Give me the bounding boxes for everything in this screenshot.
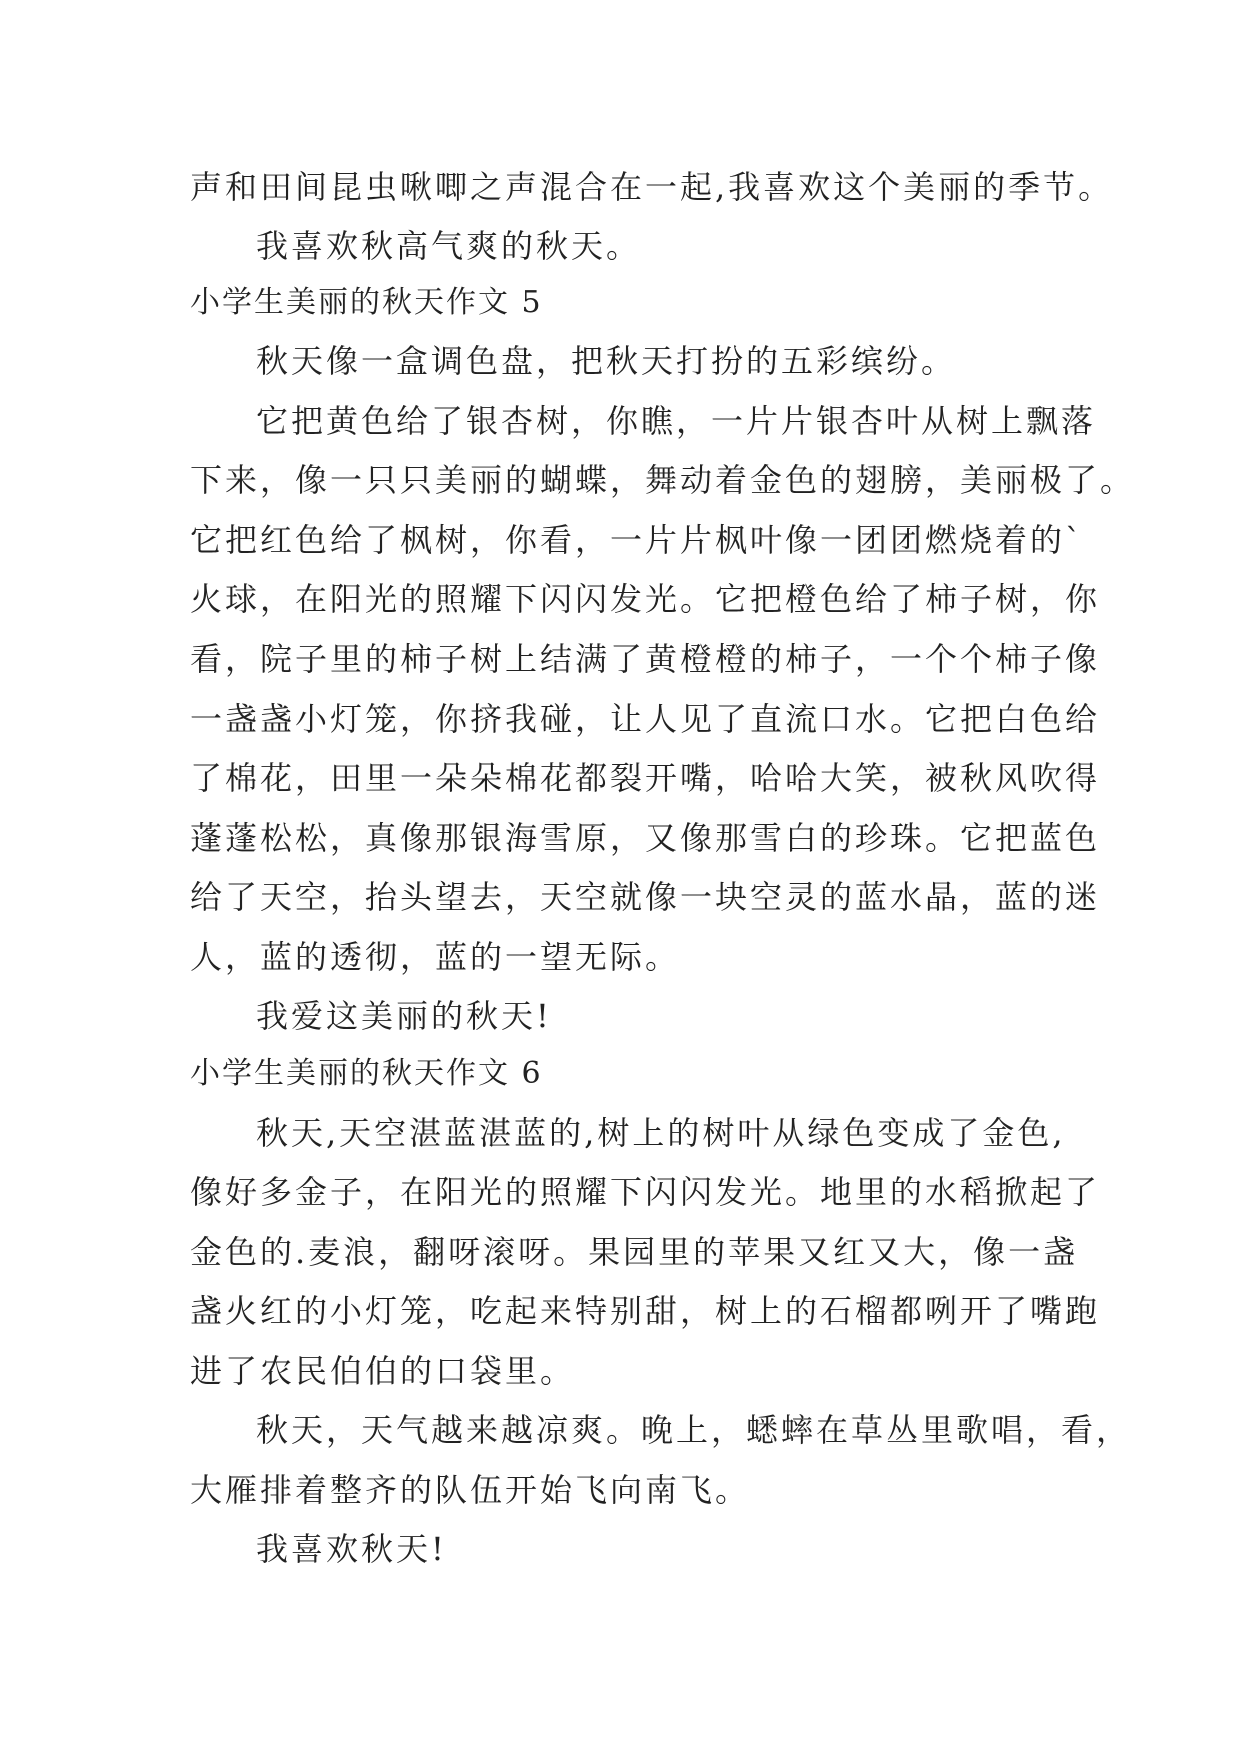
text-line: 给了天空，抬头望去，天空就像一块空灵的蓝水晶，蓝的迷 <box>190 878 1101 916</box>
section-heading: 小学生美丽的秋天作文 6 <box>190 1056 543 1091</box>
text-line: 看，院子里的柿子树上结满了黄橙橙的柿子，一个个柿子像 <box>190 640 1101 678</box>
text-line: 金色的.麦浪，翻呀滚呀。果园里的苹果又红又大，像一盏 <box>190 1233 1079 1271</box>
text-line: 像好多金子，在阳光的照耀下闪闪发光。地里的水稻掀起了 <box>190 1173 1101 1211</box>
text-line: 下来，像一只只美丽的蝴蝶，舞动着金色的翅膀，美丽极了。 <box>190 461 1136 499</box>
text-line: 蓬蓬松松，真像那银海雪原，又像那雪白的珍珠。它把蓝色 <box>190 819 1101 857</box>
text-line: 我喜欢秋高气爽的秋天。 <box>256 227 642 265</box>
text-line: 我喜欢秋天! <box>256 1530 447 1568</box>
text-line: 它把黄色给了银杏树，你瞧，一片片银杏叶从树上飘落 <box>256 402 1097 440</box>
text-line: 一盏盏小灯笼，你挤我碰，让人见了直流口水。它把白色给 <box>190 700 1101 738</box>
text-line: 秋天，天气越来越凉爽。晚上，蟋蟀在草丛里歌唱，看， <box>256 1411 1132 1449</box>
text-line: 火球，在阳光的照耀下闪闪发光。它把橙色给了柿子树，你 <box>190 580 1101 618</box>
text-line: 声和田间昆虫啾唧之声混合在一起,我喜欢这个美丽的季节。 <box>190 168 1114 206</box>
text-line: 人，蓝的透彻，蓝的一望无际。 <box>190 938 681 976</box>
text-line: 它把红色给了枫树，你看，一片片枫叶像一团团燃烧着的` <box>190 521 1085 559</box>
text-line: 我爱这美丽的秋天! <box>256 997 552 1035</box>
text-line: 大雁排着整齐的队伍开始飞向南飞。 <box>190 1471 751 1509</box>
text-line: 秋天,天空湛蓝湛蓝的,树上的树叶从绿色变成了金色, <box>256 1114 1066 1152</box>
text-line: 盏火红的小灯笼，吃起来特别甜，树上的石榴都咧开了嘴跑 <box>190 1292 1101 1330</box>
text-line: 进了农民伯伯的口袋里。 <box>190 1352 576 1390</box>
text-line: 了棉花，田里一朵朵棉花都裂开嘴，哈哈大笑，被秋风吹得 <box>190 759 1101 797</box>
text-line: 秋天像一盒调色盘，把秋天打扮的五彩缤纷。 <box>256 342 957 380</box>
section-heading: 小学生美丽的秋天作文 5 <box>190 285 543 320</box>
